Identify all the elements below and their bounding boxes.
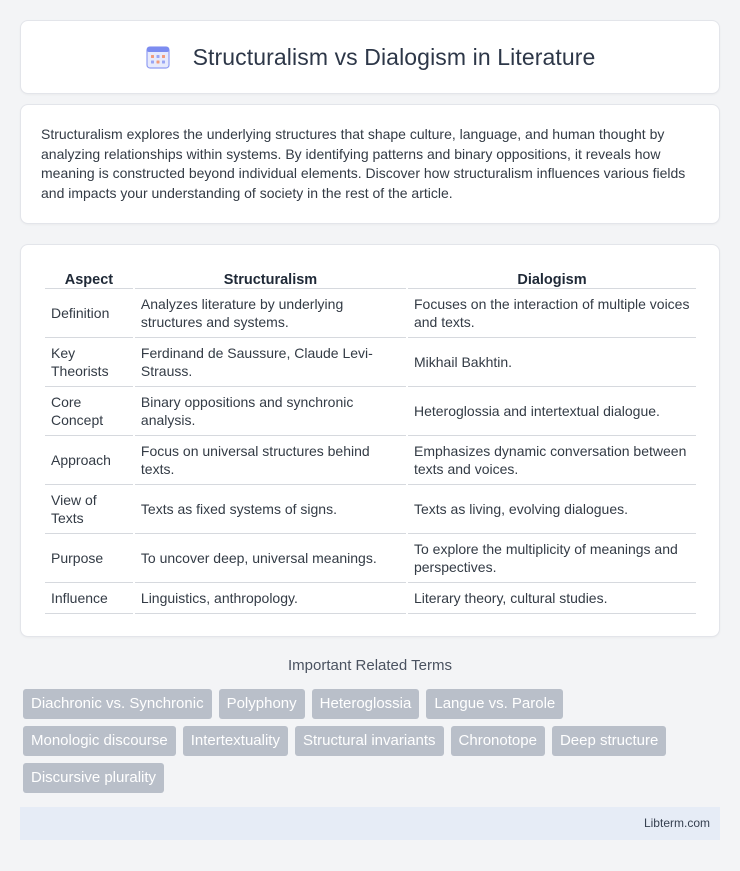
intro-text: Structuralism explores the underlying structures that shape culture, language, and human thought by analyzing relationships within systems. By identifying patterns and binary oppositions, it reveals how meaning is constructed beyond individual elements. Discover how structuralism influences various fields and impacts your understanding of society in the rest of the article. bbox=[41, 126, 686, 201]
table-cell: Emphasizes dynamic conversation between texts and voices. bbox=[408, 436, 696, 485]
table-cell: Linguistics, anthropology. bbox=[135, 583, 406, 614]
table-row bbox=[45, 534, 696, 583]
comparison-table-card bbox=[20, 244, 720, 637]
table-cell: Binary oppositions and synchronic analysis. bbox=[135, 387, 406, 436]
term-tag[interactable]: Monologic discourse bbox=[23, 726, 176, 756]
column-header-dialogism: Dialogism bbox=[408, 265, 696, 289]
table-header-row bbox=[45, 265, 696, 289]
table-cell: Focus on universal structures behind texts. bbox=[135, 436, 406, 485]
table-cell: Analyzes literature by underlying structures and systems. bbox=[135, 289, 406, 338]
term-tag[interactable]: Intertextuality bbox=[183, 726, 288, 756]
footer bbox=[20, 807, 720, 840]
table-cell: Literary theory, cultural studies. bbox=[408, 583, 696, 614]
header-card bbox=[20, 20, 720, 94]
table-cell: Key Theorists bbox=[45, 338, 133, 387]
table-cell: To explore the multiplicity of meanings and perspectives. bbox=[408, 534, 696, 583]
table-cell: Mikhail Bakhtin. bbox=[408, 338, 696, 387]
term-tag[interactable]: Discursive plurality bbox=[23, 763, 164, 793]
term-tag[interactable]: Heteroglossia bbox=[312, 689, 420, 719]
term-tag[interactable]: Diachronic vs. Synchronic bbox=[23, 689, 212, 719]
table-cell: Heteroglossia and intertextual dialogue. bbox=[408, 387, 696, 436]
term-tag[interactable]: Langue vs. Parole bbox=[426, 689, 563, 719]
footer-site-link[interactable]: Libterm.com bbox=[643, 816, 710, 830]
term-tag[interactable]: Structural invariants bbox=[295, 726, 444, 756]
table-cell: Texts as fixed systems of signs. bbox=[135, 485, 406, 534]
table-cell: Texts as living, evolving dialogues. bbox=[408, 485, 696, 534]
term-tag[interactable]: Chronotope bbox=[451, 726, 545, 756]
table-cell: View of Texts bbox=[45, 485, 133, 534]
table-cell: Focuses on the interaction of multiple voices and texts. bbox=[408, 289, 696, 338]
table-cell: Influence bbox=[45, 583, 133, 614]
calendar-grid-icon bbox=[145, 44, 171, 70]
related-terms-list bbox=[23, 689, 723, 800]
table-cell: Core Concept bbox=[45, 387, 133, 436]
table-row bbox=[45, 387, 696, 436]
table-row bbox=[45, 289, 696, 338]
column-header-structuralism: Structuralism bbox=[135, 265, 406, 289]
table-cell: Definition bbox=[45, 289, 133, 338]
comparison-table bbox=[43, 265, 698, 614]
table-row bbox=[45, 436, 696, 485]
term-tag[interactable]: Deep structure bbox=[552, 726, 666, 756]
table-cell: Purpose bbox=[45, 534, 133, 583]
intro-card bbox=[20, 104, 720, 224]
page-title: Structuralism vs Dialogism in Literature bbox=[192, 43, 596, 70]
table-cell: To uncover deep, universal meanings. bbox=[135, 534, 406, 583]
table-row bbox=[45, 485, 696, 534]
column-header-aspect: Aspect bbox=[45, 265, 133, 289]
table-row bbox=[45, 338, 696, 387]
table-cell: Approach bbox=[45, 436, 133, 485]
table-row bbox=[45, 583, 696, 614]
term-tag[interactable]: Polyphony bbox=[219, 689, 305, 719]
table-cell: Ferdinand de Saussure, Claude Levi-Strauss. bbox=[135, 338, 406, 387]
related-terms-heading: Important Related Terms bbox=[288, 657, 452, 674]
